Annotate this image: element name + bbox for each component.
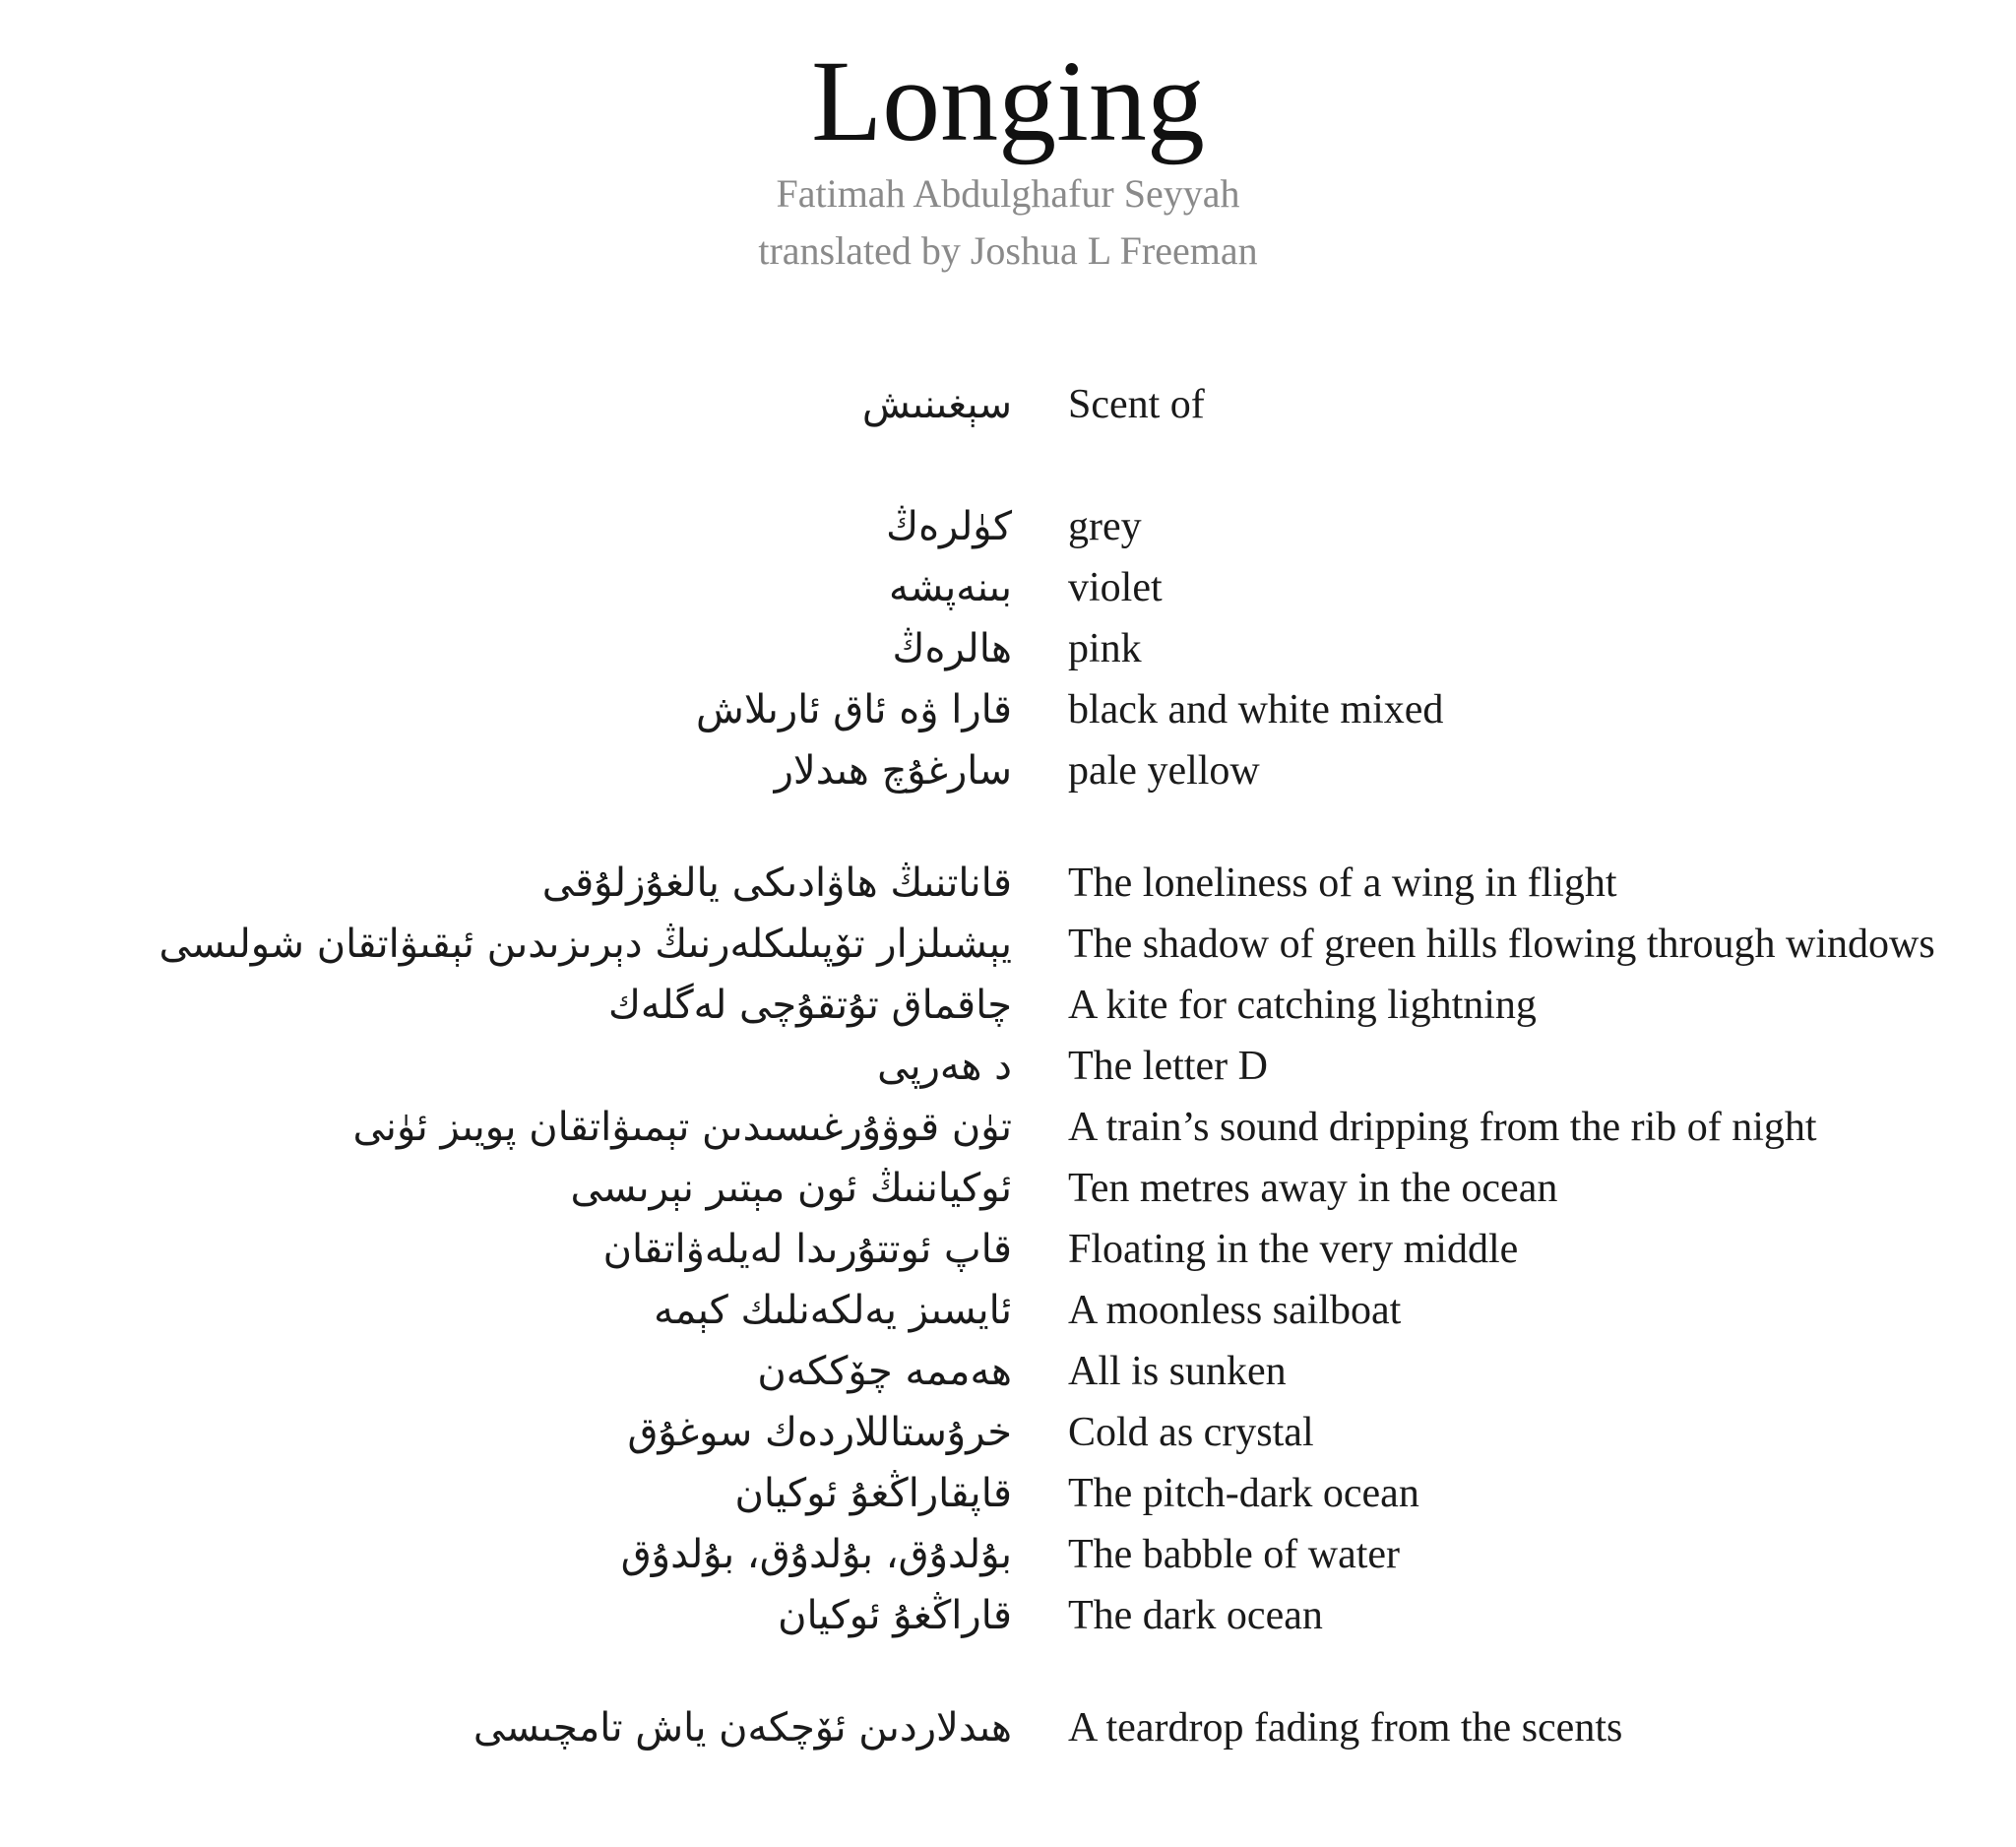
uyghur-line: قاپ ئوتتۇرىدا لەيلەۋاتقان [602,1227,1012,1272]
english-line: Ten metres away in the ocean [1068,1166,1558,1211]
english-line: The letter D [1068,1044,1268,1089]
poem-line [0,1097,2016,1158]
english-line: violet [1068,565,1163,610]
uyghur-line: قاراڭغۇ ئوكيان [778,1593,1012,1638]
uyghur-line: قاناتنىڭ ھاۋادىكى يالغۇزلۇقى [541,860,1012,906]
uyghur-line: خرۇستاللاردەك سوغۇق [627,1410,1012,1455]
english-line: The dark ocean [1068,1593,1323,1638]
poem-line [0,1219,2016,1280]
english-line: grey [1068,504,1142,549]
uyghur-line: بۇلدۇق، بۇلدۇق، بۇلدۇق [620,1532,1012,1577]
uyghur-line: ئايسىز يەلكەنلىك كېمە [654,1288,1012,1333]
uyghur-line: ھەممە چۆككەن [757,1349,1012,1394]
english-line: black and white mixed [1068,687,1444,732]
poem-line [0,496,2016,557]
english-line: A train’s sound dripping from the rib of night [1068,1105,1817,1150]
poem-line [0,1341,2016,1402]
uyghur-line: چاقماق تۇتقۇچى لەگلەك [607,983,1012,1028]
english-line: All is sunken [1068,1349,1287,1394]
poem-line [0,1524,2016,1585]
poem-line [0,853,2016,914]
poem-line [0,557,2016,618]
english-line: Scent of [1068,382,1205,427]
uyghur-line: تۈن قوۋۇرغىسىدىن تېمىۋاتقان پويىز ئۈنى [352,1105,1012,1150]
poem-line [0,1036,2016,1097]
uyghur-line: ھالرەڭ [892,626,1012,671]
poem-line [0,1402,2016,1463]
uyghur-line: ھىدلاردىن ئۆچكەن ياش تامچىسى [472,1705,1012,1751]
uyghur-line: قاپقاراڭغۇ ئوكيان [734,1471,1012,1516]
uyghur-line: بىنەپشە [889,565,1012,610]
uyghur-line: قارا ۋە ئاق ئارىلاش [696,687,1012,732]
poem-line [0,1697,2016,1758]
poem-line [0,1463,2016,1524]
english-line: A kite for catching lightning [1068,983,1537,1028]
poem-line [0,740,2016,801]
english-line: The loneliness of a wing in flight [1068,860,1617,906]
poem-line [0,679,2016,740]
poem-line [0,1158,2016,1219]
english-line: pale yellow [1068,748,1260,794]
poem-line [0,1280,2016,1341]
english-line: The shadow of green hills flowing through windows [1068,922,1935,967]
poem-line [0,618,2016,679]
uyghur-line: سارغۇچ ھىدلار [774,748,1012,794]
english-line: The pitch-dark ocean [1068,1471,1419,1516]
uyghur-line: كۈلرەڭ [886,504,1012,549]
english-line: Floating in the very middle [1068,1227,1519,1272]
poem-line [0,1585,2016,1646]
poem-line [0,975,2016,1036]
english-line: pink [1068,626,1142,671]
english-line: A moonless sailboat [1068,1288,1402,1333]
poem-title: Longing [811,36,1205,165]
uyghur-line: سېغىنىش [861,382,1012,427]
english-line: The babble of water [1068,1532,1401,1577]
poem-body [0,374,2016,1758]
english-line: A teardrop fading from the scents [1068,1705,1623,1751]
english-line: Cold as crystal [1068,1410,1314,1455]
poem-author: Fatimah Abdulghafur Seyyah [776,171,1240,216]
poem-line [0,374,2016,435]
uyghur-line: د ھەرپى [877,1044,1012,1089]
uyghur-line: ئوكياننىڭ ئون مېتىر نېرىسى [570,1166,1012,1211]
uyghur-line: يېشىلزار تۆپىلىكلەرنىڭ دېرىزىدىن ئېقىۋاتقان شولىسى [158,922,1012,967]
poem-translator: translated by Joshua L Freeman [758,228,1258,273]
poem-line [0,914,2016,975]
